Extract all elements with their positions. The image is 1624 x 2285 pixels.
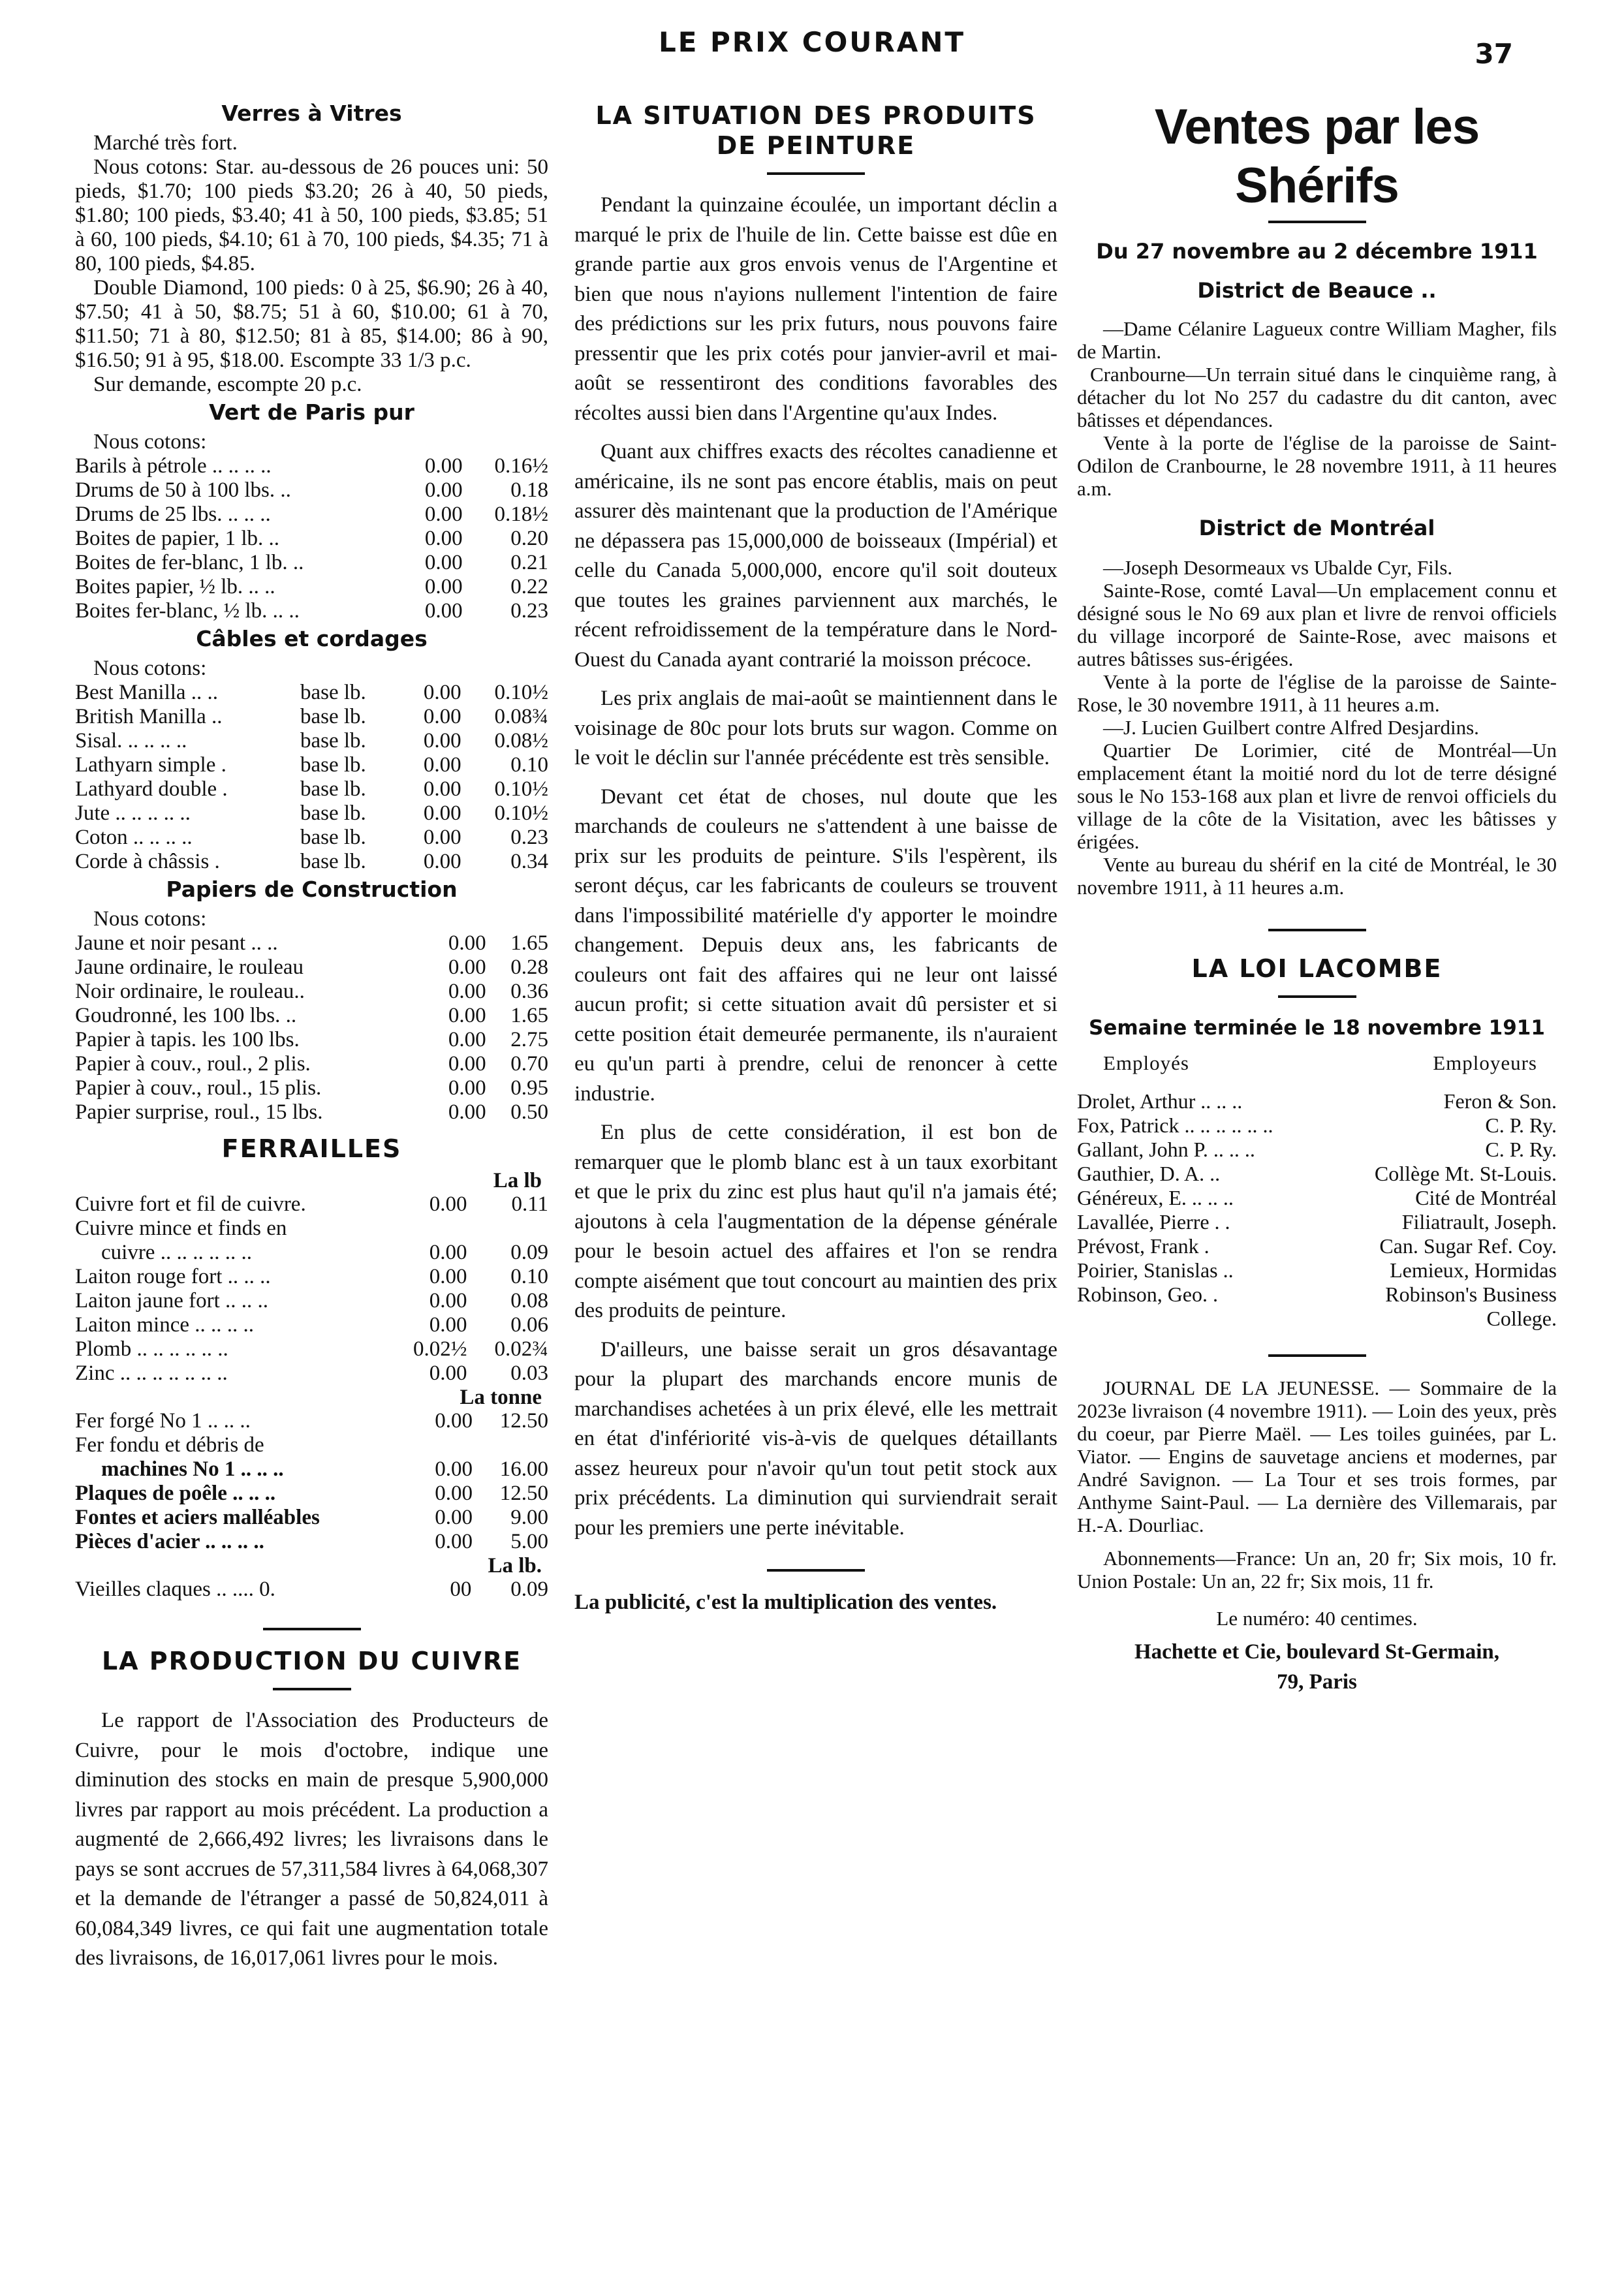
loi-lacombe-title: LA LOI LACOMBE xyxy=(1191,954,1443,983)
item-name: cuivre .. .. .. .. .. .. xyxy=(101,1241,252,1264)
vert-de-paris-intro: Nous cotons: xyxy=(93,430,207,454)
item-name: Noir ordinaire, le rouleau.. xyxy=(75,980,305,1003)
section-divider xyxy=(1268,929,1366,931)
table-row xyxy=(75,575,548,599)
price-min xyxy=(412,1433,473,1457)
price-min xyxy=(386,1217,467,1241)
item-name: Barils à pétrole .. .. .. .. xyxy=(75,454,272,478)
ferrailles-title: FERRAILLES xyxy=(221,1134,402,1163)
section-divider xyxy=(1268,221,1366,223)
price-max: 0.18½ xyxy=(494,503,548,526)
item-name: Lathyarn simple . xyxy=(75,753,226,777)
ferrailles-last-table xyxy=(75,1578,548,1602)
employeur-name: College. xyxy=(1486,1307,1557,1330)
employeur-name: Lemieux, Hormidas xyxy=(1390,1258,1557,1282)
section-divider xyxy=(273,1688,351,1690)
price-max: 0.06 xyxy=(510,1313,548,1337)
middle-column xyxy=(574,98,1057,1617)
item-name: Plomb .. .. .. .. .. .. xyxy=(75,1337,228,1361)
item-unit: base lb. xyxy=(300,801,366,825)
table-row xyxy=(1077,1089,1557,1113)
section-divider xyxy=(263,1628,361,1630)
employe-name: Poirier, Stanislas .. xyxy=(1077,1258,1234,1282)
price-min: 0.00 xyxy=(448,931,486,955)
price-max: 0.10 xyxy=(510,1265,548,1288)
price-max: 0.22 xyxy=(510,575,548,598)
beauce-sale: Vente à la porte de l'église de la paroisse de Saint-Odilon de Cranbourne, le 28 novembre 1911, à 11 heures a.m. xyxy=(1077,431,1557,500)
item-name: Plaques de poêle .. .. .. xyxy=(75,1482,276,1505)
price-min: 0.00 xyxy=(429,1361,467,1385)
item-name: Sisal. .. .. .. .. xyxy=(75,729,187,753)
district-montreal: District de Montréal xyxy=(1198,516,1435,540)
price-max: 0.10½ xyxy=(494,681,548,704)
papiers-title: Papiers de Construction xyxy=(166,877,458,902)
montreal-sale-1: Vente à la porte de l'église de la paroisse de Sainte-Rose, le 30 novembre 1911, à 11 heures a.m. xyxy=(1077,670,1557,716)
employeurs-header: Employeurs xyxy=(1433,1051,1537,1074)
verres-title: Verres à Vitres xyxy=(221,101,402,126)
table-row xyxy=(75,599,548,623)
paragraph: Pendant la quinzaine écoulée, un important déclin a marqué le prix de l'huile de lin. Cette baisse est dûe en grande partie aux gros envois venus de l'Argentine et bien que nous n'ayions nullement l'intention de faire des prédictions sur les prix futurs, nous pouvons faire pressentir que les prix cotés pour janvier-avril et mai-août se ressentiront des conditions favorables des récoltes aussi bien dans l'Argentine qu'aux Indes. xyxy=(574,193,1057,425)
table-row xyxy=(1077,1186,1557,1210)
price-max xyxy=(473,1433,548,1457)
table-row xyxy=(75,753,548,777)
closing-slogan: La publicité, c'est la multiplication des ventes. xyxy=(574,1591,997,1614)
cuivre-body-block xyxy=(75,1706,548,1974)
price-min: 0.00 xyxy=(424,575,463,598)
table-row xyxy=(75,1265,548,1289)
journal-publisher-city: 79, Paris xyxy=(1277,1670,1357,1694)
montreal-case-2: —J. Lucien Guilbert contre Alfred Desjardins. xyxy=(1103,716,1479,739)
table-row xyxy=(75,1052,548,1076)
table-row xyxy=(75,1482,548,1506)
price-max: 0.18 xyxy=(510,478,548,502)
price-min: 0.00 xyxy=(423,777,461,801)
item-name: Goudronné, les 100 lbs. .. xyxy=(75,1004,297,1027)
table-row xyxy=(75,1506,548,1530)
table-row xyxy=(1077,1282,1557,1307)
price-min: 0.00 xyxy=(423,681,461,704)
price-min: 0.00 xyxy=(429,1313,467,1337)
journal-abonnements: Abonnements—France: Un an, 20 fr; Six mois, 10 fr. Union Postale: Un an, 22 fr; Six mois, 11 fr. xyxy=(1077,1547,1557,1593)
item-name: Boites de papier, 1 lb. .. xyxy=(75,527,280,550)
table-row xyxy=(75,1289,548,1313)
papiers-table xyxy=(75,931,548,1125)
montreal-case-1: —Joseph Desormeaux vs Ubalde Cyr, Fils. xyxy=(1103,556,1453,579)
employe-name xyxy=(1077,1307,1326,1331)
employeur-name: C. P. Ry. xyxy=(1485,1138,1557,1161)
beauce-case: —Dame Célanire Lagueux contre William Magher, fils de Martin. xyxy=(1077,317,1557,363)
price-min: 0.00 xyxy=(423,826,461,849)
item-unit: base lb. xyxy=(300,705,366,728)
price-max: 0.21 xyxy=(510,551,548,574)
price-max: 0.08 xyxy=(510,1289,548,1313)
item-name: Drums de 50 à 100 lbs. .. xyxy=(75,478,291,502)
item-name: Fer forgé No 1 .. .. .. xyxy=(75,1409,251,1433)
paragraph: En plus de cette considération, il est bon de remarquer que le plomb blanc est à un taux exorbitant et que le prix du zinc est plus haut qu'il n'a jamais été; ajoutons à cela l'augmentation de la dépense générale pour le besoin actuel des affaires et l'on se rendra compte aisément que tout concourt au maintien des prix des produits de peinture. xyxy=(574,1121,1057,1322)
price-max: 0.09 xyxy=(510,1241,548,1264)
price-max: 16.00 xyxy=(499,1457,548,1481)
employe-name: Généreux, E. .. .. .. xyxy=(1077,1186,1234,1209)
price-min: 0.00 xyxy=(429,1241,467,1264)
price-max: 0.08¾ xyxy=(494,705,548,728)
sherifs-title: Ventes par les Shérifs xyxy=(1154,99,1480,213)
price-max: 0.23 xyxy=(510,826,548,849)
item-name: Cuivre mince et finds en xyxy=(75,1217,287,1240)
price-min: 0.00 xyxy=(435,1506,473,1529)
item-name: Jaune et noir pesant .. .. xyxy=(75,931,278,955)
price-max: 2.75 xyxy=(510,1028,548,1051)
table-row xyxy=(75,1004,548,1028)
item-name: Corde à châssis . xyxy=(75,850,220,873)
price-max: 0.16½ xyxy=(494,454,548,478)
price-max: 12.50 xyxy=(499,1409,548,1433)
price-min: 0.00 xyxy=(423,729,461,753)
price-max: 0.09 xyxy=(510,1578,548,1601)
price-max: 0.34 xyxy=(510,850,548,873)
item-name: Drums de 25 lbs. .. .. .. xyxy=(75,503,271,526)
cables-intro: Nous cotons: xyxy=(93,657,207,680)
table-row xyxy=(75,705,548,729)
table-row xyxy=(75,454,548,478)
table-row xyxy=(1077,1307,1557,1331)
price-min: 0.00 xyxy=(448,1076,486,1100)
price-min: 0.00 xyxy=(424,599,463,623)
cuivre-body: Le rapport de l'Association des Producteurs de Cuivre, pour le mois d'octobre, indique une diminution des stocks en main de presque 5,900,000 livres par rapport au mois précédent. La production a augmenté de 2,666,492 livres; les livraisons dans le pays se sont accrues de 57,311,584 livres à 64,068,307 et la demande de l'étranger a passé de 50,824,011 à 60,084,349 livres, ce qui fait une augmentation totale des livraisons, de 16,017,061 livres pour le mois. xyxy=(75,1709,548,1970)
table-row xyxy=(1077,1210,1557,1234)
item-name: Boites papier, ½ lb. .. .. xyxy=(75,575,275,598)
price-min: 0.00 xyxy=(424,478,463,502)
price-max: 0.95 xyxy=(510,1076,548,1100)
paragraph: Quant aux chiffres exacts des récoltes canadienne et américaine, ils ne sont pas encore établis, mais on peut assurer dès maintenant que la production de l'Amérique ne dépassera pas 15,000,000 de boisseaux (Impérial) et celle du Canada 5,000,000, encore qu'il soit douteux que toutes les graines parviennent aux marchés, le récent refroidissement de la température dans le Nord-Ouest du Canada ayant contrarié la moisson précoce. xyxy=(574,440,1057,672)
ferrailles-unit-lb2: La lb. xyxy=(488,1554,542,1578)
table-row xyxy=(75,1028,548,1052)
paragraph: D'ailleurs, une baisse serait un gros désavantage pour la plupart des marchands encore munis de marchandises achetées à un prix élevé, elle les mettrait en état d'infériorité vis-à-vis de quelques détaillants assez heureux pour n'avoir qu'un tout petit stock aux prix précédents. La diminution qui surviendrait serait pour les premiers une perte inévitable. xyxy=(574,1337,1057,1540)
item-name: Zinc .. .. .. .. .. .. .. xyxy=(75,1361,228,1385)
price-max: 0.10 xyxy=(510,753,548,777)
table-row xyxy=(75,1409,548,1433)
price-max: 0.50 xyxy=(510,1100,548,1124)
price-max: 1.65 xyxy=(510,1004,548,1027)
item-name: Fer fondu et débris de xyxy=(75,1433,264,1457)
price-min: 0.00 xyxy=(429,1192,467,1216)
table-row xyxy=(75,1361,548,1386)
employe-name: Lavallée, Pierre . . xyxy=(1077,1210,1230,1234)
item-unit: base lb. xyxy=(300,681,366,704)
cuivre-title: LA PRODUCTION DU CUIVRE xyxy=(101,1647,522,1675)
ferrailles-unit-tonne: La tonne xyxy=(460,1386,542,1409)
price-min: 00 xyxy=(450,1578,472,1601)
price-min: 0.00 xyxy=(435,1530,473,1553)
employe-name: Gauthier, D. A. .. xyxy=(1077,1162,1221,1185)
table-row xyxy=(75,1241,548,1265)
section-divider xyxy=(1278,995,1356,998)
table-row xyxy=(75,551,548,575)
beauce-desc: Cranbourne—Un terrain situé dans le cinquième rang, à détacher du lot No 257 du cadastre du dit canton, avec bâtisses et dépendances. xyxy=(1077,363,1557,431)
loi-lacombe-week: Semaine terminée le 18 novembre 1911 xyxy=(1089,1016,1545,1040)
price-min: 0.00 xyxy=(424,503,463,526)
item-unit: base lb. xyxy=(300,753,366,777)
price-min: 0.00 xyxy=(448,956,486,979)
table-row xyxy=(75,681,548,705)
verres-sur-demande: Sur demande, escompte 20 p.c. xyxy=(93,373,362,396)
section-divider xyxy=(1268,1354,1366,1357)
item-name: Fontes et aciers malléables xyxy=(75,1506,320,1529)
price-min: 0.00 xyxy=(424,527,463,550)
item-name: Papier à couv., roul., 15 plis. xyxy=(75,1076,322,1100)
table-row xyxy=(75,1076,548,1100)
running-title: LE PRIX COURANT xyxy=(658,26,966,58)
employeur-name: Can. Sugar Ref. Coy. xyxy=(1379,1234,1557,1258)
paragraph: Devant cet état de choses, nul doute que les marchands de couleurs ne s'attendent à une baisse de prix sur les produits de peinture. S'ils l'espèrent, ils seront déçus, car les fabricants de couleurs se trouvent dans l'impossibilité matérielle d'y apporter le moindre changement. Depuis deux ans, les fabricants de couleurs ont fait des affaires qui ne leur ont laissé aucun profit; si cette situation avait dû persister et si cette position était demeurée permanente, ils n'auraient eu qu'un parti à prendre, celui de renoncer à cette industrie. xyxy=(574,785,1057,1106)
item-name: Papier surprise, roul., 15 lbs. xyxy=(75,1100,323,1124)
item-name: Boites fer-blanc, ½ lb. .. .. xyxy=(75,599,300,623)
price-min: 0.00 xyxy=(435,1482,473,1505)
verres-double-diamond: Double Diamond, 100 pieds: 0 à 25, $6.90; 26 à 40, $7.50; 41 à 50, $8.75; 51 à 60, $10.00; 61 à 70, $11.50; 71 à 80, $12.50; 81 à 85, $14.00; 86 à 90, $16.50; 91 à 95, $18.00. Escompte 33 1/3 p.c. xyxy=(75,276,548,372)
employment-header xyxy=(1103,1051,1537,1075)
price-max: 0.10½ xyxy=(494,801,548,825)
district-beauce: District de Beauce .. xyxy=(1197,278,1437,303)
table-row xyxy=(75,826,548,850)
price-max: 0.03 xyxy=(510,1361,548,1385)
vert-de-paris-title: Vert de Paris pur xyxy=(209,399,414,425)
item-name: Boites de fer-blanc, 1 lb. .. xyxy=(75,551,304,574)
sherifs-dates: Du 27 novembre au 2 décembre 1911 xyxy=(1096,239,1538,264)
table-row xyxy=(75,931,548,956)
price-min: 0.00 xyxy=(448,1004,486,1027)
cables-title: Câbles et cordages xyxy=(196,626,428,651)
price-max: 0.10½ xyxy=(494,777,548,801)
item-unit: base lb. xyxy=(300,777,366,801)
price-min: 0.02½ xyxy=(413,1337,467,1361)
employe-name: Gallant, John P. .. .. .. xyxy=(1077,1138,1255,1161)
item-name: British Manilla .. xyxy=(75,705,223,728)
section-divider xyxy=(767,172,865,175)
montreal-sale-2: Vente au bureau du shérif en la cité de Montréal, le 30 novembre 1911, à 11 heures a.m. xyxy=(1077,853,1557,899)
price-max: 9.00 xyxy=(510,1506,548,1529)
table-row xyxy=(75,1433,548,1457)
employeur-name: Robinson's Business xyxy=(1385,1282,1557,1306)
item-name: Vieilles claques .. .... 0. xyxy=(75,1578,275,1601)
section-divider xyxy=(767,1569,865,1572)
table-row xyxy=(75,1192,548,1217)
item-name: machines No 1 .. .. .. xyxy=(101,1457,284,1481)
price-max: 12.50 xyxy=(499,1482,548,1505)
item-name: Jute .. .. .. .. .. xyxy=(75,801,191,825)
right-column xyxy=(1077,98,1557,1697)
table-row xyxy=(75,980,548,1004)
price-min: 0.00 xyxy=(423,801,461,825)
price-min: 0.00 xyxy=(424,454,463,478)
article-title: LA SITUATION DES PRODUITS DE PEINTURE xyxy=(595,101,1037,160)
table-row xyxy=(75,478,548,503)
price-min: 0.00 xyxy=(448,1100,486,1124)
price-max: 1.65 xyxy=(510,931,548,955)
table-row xyxy=(75,850,548,874)
employe-name: Fox, Patrick .. .. .. .. .. .. xyxy=(1077,1113,1273,1137)
item-name: Best Manilla .. .. xyxy=(75,681,219,704)
item-name: Lathyard double . xyxy=(75,777,228,801)
table-row xyxy=(75,956,548,980)
table-row xyxy=(75,777,548,801)
price-max: 5.00 xyxy=(510,1530,548,1553)
employeur-name: Cité de Montréal xyxy=(1415,1186,1557,1209)
table-row xyxy=(1077,1162,1557,1186)
cables-table xyxy=(75,681,548,874)
price-min: 0.00 xyxy=(429,1289,467,1313)
price-min: 0.00 xyxy=(424,551,463,574)
employeur-name: Feron & Son. xyxy=(1443,1089,1557,1113)
price-max: 0.23 xyxy=(510,599,548,623)
vert-de-paris-table xyxy=(75,454,548,623)
journal-text: JOURNAL DE LA JEUNESSE. — Sommaire de la 2023e livraison (4 novembre 1911). — Loin des yeux, près du coeur, par Pierre Maël. — Les toiles guinées, par L. Viator. — Engins de sauvetage anciens et modernes, par André Savignon. — La Tour et ses trois formes, par Anthyme Saint-Paul. — La dernière des Villemarais, par H.-A. Dourliac. xyxy=(1077,1376,1557,1536)
montreal-desc-1: Sainte-Rose, comté Laval—Un emplacement connu et désigné sous le No 69 aux plan et livre de renvoi officiels du village incorporé de Sainte-Rose, avec maisons et autres bâtisses sus-érigées. xyxy=(1077,579,1557,670)
price-max: 0.28 xyxy=(510,956,548,979)
price-max: 0.02¾ xyxy=(494,1337,548,1361)
price-min: 0.00 xyxy=(435,1409,473,1433)
price-max: 0.11 xyxy=(511,1192,548,1216)
price-max: 0.36 xyxy=(510,980,548,1003)
price-min: 0.00 xyxy=(423,850,461,873)
item-name: Coton .. .. .. .. xyxy=(75,826,193,849)
employe-name: Prévost, Frank . xyxy=(1077,1234,1210,1258)
table-row xyxy=(1077,1234,1557,1258)
papiers-intro: Nous cotons: xyxy=(93,907,207,931)
left-column xyxy=(75,98,548,1974)
table-row xyxy=(75,1530,548,1554)
page-number: 37 xyxy=(1475,38,1513,70)
table-row xyxy=(1077,1138,1557,1162)
price-max: 0.70 xyxy=(510,1052,548,1076)
table-row xyxy=(75,1100,548,1125)
item-unit: base lb. xyxy=(300,850,366,873)
table-row xyxy=(75,729,548,753)
paragraph: Les prix anglais de mai-août se maintiennent dans le voisinage de 80c pour lots bruts sur wagon. Comme on le voit le déclin sur l'année précédente est très sensible. xyxy=(574,687,1057,769)
price-min: 0.00 xyxy=(423,753,461,777)
item-name: Laiton rouge fort .. .. .. xyxy=(75,1265,271,1288)
page-header xyxy=(0,26,1624,72)
item-name: Papier à tapis. les 100 lbs. xyxy=(75,1028,300,1051)
table-row xyxy=(75,1313,548,1337)
item-name: Jaune ordinaire, le rouleau xyxy=(75,956,304,979)
item-unit: base lb. xyxy=(300,729,366,753)
price-max xyxy=(467,1217,549,1241)
price-min: 0.00 xyxy=(448,980,486,1003)
table-row xyxy=(1077,1258,1557,1282)
ferrailles-lb-table xyxy=(75,1192,548,1386)
table-row xyxy=(75,527,548,551)
item-name: Laiton jaune fort .. .. .. xyxy=(75,1289,269,1313)
table-row xyxy=(75,801,548,826)
employe-name: Drolet, Arthur .. .. .. xyxy=(1077,1089,1243,1113)
price-min: 0.00 xyxy=(429,1265,467,1288)
table-row xyxy=(75,1578,548,1602)
employment-table xyxy=(1077,1089,1557,1331)
montreal-desc-2: Quartier De Lorimier, cité de Montréal—Un emplacement étant la moitié nord du lot de terre désigné sous le No 153-168 aux plan et livre de renvoi officiels du village de la côte de la Visitation, avec les bâtisses y érigées. xyxy=(1077,739,1557,853)
item-name: Papier à couv., roul., 2 plis. xyxy=(75,1052,311,1076)
employeur-name: Filiatrault, Joseph. xyxy=(1401,1210,1557,1234)
article-body xyxy=(574,191,1057,1543)
ferrailles-tonne-table xyxy=(75,1409,548,1554)
item-name: Cuivre fort et fil de cuivre. xyxy=(75,1192,306,1216)
journal-numero: Le numéro: 40 centimes. xyxy=(1216,1607,1418,1630)
price-min: 0.00 xyxy=(423,705,461,728)
item-name: Pièces d'acier .. .. .. .. xyxy=(75,1530,264,1553)
table-row xyxy=(1077,1113,1557,1138)
ferrailles-unit-lb: La lb xyxy=(493,1169,542,1192)
employes-header: Employés xyxy=(1103,1051,1189,1074)
verres-market: Marché très fort. xyxy=(93,131,238,155)
item-name: Laiton mince .. .. .. .. xyxy=(75,1313,255,1337)
employeur-name: Collège Mt. St-Louis. xyxy=(1374,1162,1557,1185)
price-min: 0.00 xyxy=(435,1457,473,1481)
price-min: 0.00 xyxy=(448,1052,486,1076)
price-max: 0.08½ xyxy=(494,729,548,753)
employeur-name: C. P. Ry. xyxy=(1485,1113,1557,1137)
table-row xyxy=(75,1217,548,1241)
table-row xyxy=(75,503,548,527)
verres-nous-cotons: Nous cotons: Star. au-dessous de 26 pouces uni: 50 pieds, $1.70; 100 pieds $3.20; 26 à 40, 50 pieds, $1.80; 100 pieds, $3.40; 41 à 50, 100 pieds, $3.85; 51 à 60, 100 pieds, $4.10; 61 à 70, 100 pieds, $4.35; 71 à 80, 100 pieds, $4.85. xyxy=(75,155,548,275)
employe-name: Robinson, Geo. . xyxy=(1077,1282,1218,1306)
price-max: 0.20 xyxy=(510,527,548,550)
table-row xyxy=(75,1337,548,1361)
item-unit: base lb. xyxy=(300,826,366,849)
table-row xyxy=(75,1457,548,1482)
journal-publisher: Hachette et Cie, boulevard St-Germain, xyxy=(1134,1640,1500,1664)
price-min: 0.00 xyxy=(448,1028,486,1051)
